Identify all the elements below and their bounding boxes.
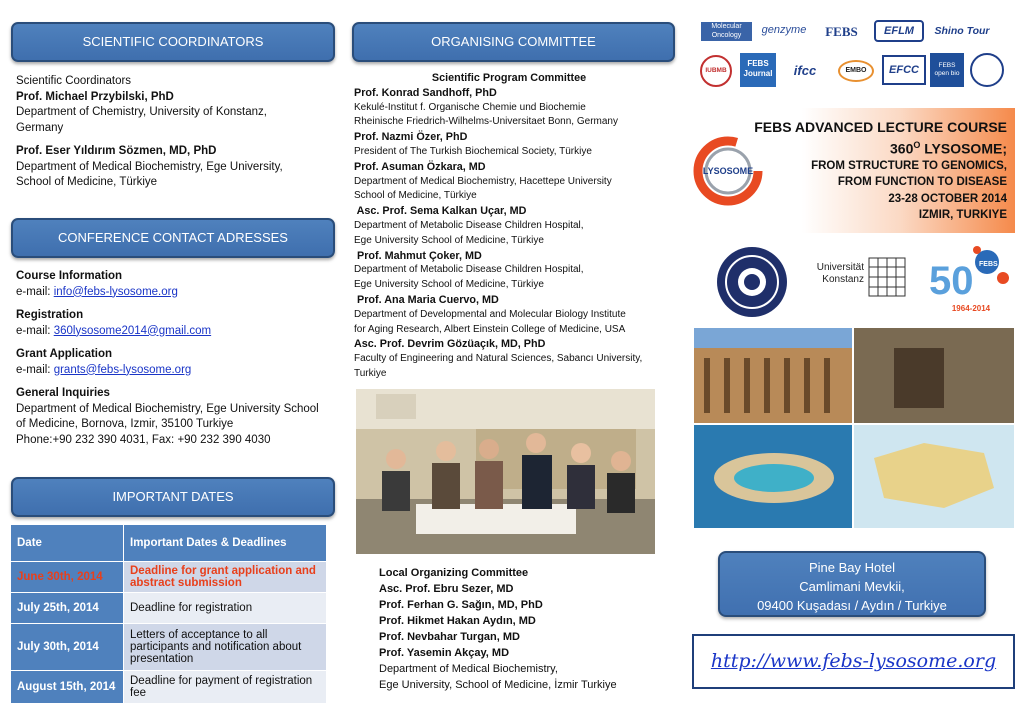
column-header-date: Date [11, 525, 124, 562]
deadline-cell: Deadline for registration [124, 593, 327, 624]
committee-member-name: Prof. Ana Maria Cuervo, MD [354, 293, 499, 306]
course-email-line: e-mail: info@febs-lysosome.org [16, 285, 178, 298]
course-info-label: Course Information [16, 270, 123, 282]
shino-tour-logo: Shino Tour [934, 25, 990, 37]
local-department: Ege University, School of Medicine, İzmir Turkiye [379, 679, 617, 691]
committee-member-affiliation: Department of Medical Biochemistry, Hacettepe University [354, 175, 612, 187]
contacts-block [16, 269, 338, 448]
spc-title: Scientific Program Committee [431, 72, 587, 84]
local-member-name: Prof. Nevbahar Turgan, MD [379, 631, 520, 643]
title-line: $360^O$ LYSOSOME; [890, 140, 1007, 157]
grant-label: Grant Application [16, 348, 113, 360]
committee-member-affiliation: Department of Metabolic Disease Children Hospital, [354, 264, 584, 276]
course-title [754, 118, 1007, 224]
table-header-row [11, 525, 327, 562]
general-phone: Phone:+90 232 390 4031, Fax: +90 232 390 4030 [16, 433, 271, 446]
general-address: Department of Medical Biochemistry, Ege University School [16, 402, 319, 415]
local-department: Department of Medical Biochemistry, [379, 663, 558, 675]
committee-member-name: Prof. Konrad Sandhoff, PhD [354, 86, 497, 99]
committee-member-name: Prof. Asuman Özkara, MD [354, 160, 486, 173]
coordinator-affiliation: Department of Chemistry, University of Konstanz, [16, 106, 267, 118]
venue-box [718, 551, 986, 617]
local-committee-title: Local Organizing Committee [379, 567, 529, 579]
venue-address: Camlimani Mevkii, [799, 579, 905, 594]
committee-member-name: Asc. Prof. Devrim Gözüaçık, MD, PhD [354, 338, 546, 351]
eflm-logo: EFLM [874, 20, 924, 42]
column-header-deadline: Important Dates & Deadlines [124, 525, 327, 562]
coordinator-affiliation: Germany [16, 121, 64, 134]
committee-member-affiliation: for Aging Research, Albert Einstein College of Medicine, USA [354, 323, 626, 335]
date-cell: June 30th, 2014 [11, 562, 124, 593]
izmir-photo-collage [694, 328, 1014, 528]
coordinator-affiliation: School of Medicine, Türkiye [16, 176, 158, 188]
committee-member-affiliation: Ege University School of Medicine, Türkiye [354, 279, 544, 291]
svg-text:FEBS: FEBS [979, 261, 998, 268]
febs-open-bio-logo: FEBS open bio [930, 53, 964, 87]
febs-journal-logo: FEBS Journal [740, 53, 776, 87]
university-seal-icon [970, 53, 1004, 87]
coordinators-intro: Scientific Coordinators [16, 75, 132, 87]
committee-member-affiliation: President of The Turkish Biochemical Society, Türkiye [354, 145, 592, 157]
febs-50-anniversary-logo-icon [927, 244, 1011, 308]
committee-member-affiliation: Department of Metabolic Disease Children Hospital, [354, 219, 584, 231]
committee-member-name: Prof. Nazmi Özer, PhD [354, 131, 468, 144]
course-dates: 23-28 OCTOBER 2014 [888, 192, 1007, 205]
committee-member-name: Asc. Prof. Sema Kalkan Uçar, MD [354, 205, 527, 218]
committee-member-affiliation: School of Medicine, Türkiye [354, 190, 477, 202]
date-cell: August 15th, 2014 [11, 671, 124, 704]
konstanz-grid-icon [868, 257, 906, 297]
scientific-coordinators-header: SCIENTIFIC COORDINATORS [11, 22, 335, 62]
committee-member-affiliation: Turkiye [354, 367, 387, 379]
website-box [692, 634, 1015, 689]
title-line: FROM STRUCTURE TO GENOMICS, [811, 159, 1007, 172]
local-member-name: Prof. Ferhan G. Sağın, MD, PhD [379, 599, 543, 611]
embo-logo: EMBO [838, 60, 874, 82]
committee-member-affiliation: Faculty of Engineering and Natural Sciences, Sabancı University, [354, 353, 643, 365]
local-member-name: Asc. Prof. Ebru Sezer, MD [379, 583, 514, 595]
konstanz-text: Konstanz [822, 274, 864, 285]
efcc-logo: EFCC [882, 55, 926, 85]
lysosome-logo-text: LYSOSOME [702, 166, 754, 176]
organising-committee-header: ORGANISING COMMITTEE [352, 22, 675, 62]
table-row [11, 671, 327, 704]
website-link[interactable]: http://www.febs-lysosome.org [710, 650, 997, 672]
important-dates-table [10, 524, 327, 704]
date-cell: July 25th, 2014 [11, 593, 124, 624]
date-cell: July 30th, 2014 [11, 624, 124, 671]
scientific-program-committee [354, 71, 664, 382]
committee-member-affiliation: Rheinische Friedrich-Wilhelms-Universitaet Bonn, Germany [354, 116, 618, 128]
coordinator-affiliation: Department of Medical Biochemistry, Ege University, [16, 160, 283, 173]
molecular-oncology-logo: Molecular Oncology [701, 22, 752, 41]
ifcc-logo: ifcc [793, 63, 817, 78]
registration-label: Registration [16, 309, 84, 321]
general-inquiries-label: General Inquiries [16, 387, 110, 399]
local-member-name: Prof. Yasemin Akçay, MD [379, 647, 510, 659]
important-dates-header: IMPORTANT DATES [11, 477, 335, 517]
committee-member-affiliation: Department of Developmental and Molecular Biology Institute [354, 308, 626, 320]
deadline-cell: Deadline for payment of registration fee [124, 671, 327, 704]
table-row [11, 593, 327, 624]
coordinator-name: Prof. Eser Yıldırım Sözmen, MD, PhD [16, 145, 217, 157]
committee-member-affiliation: Kekulé-Institut f. Organische Chemie und Biochemie [354, 101, 586, 113]
registration-email-line: e-mail: 360lysosome2014@gmail.com [16, 324, 212, 337]
febs-50-years: 1964-2014 [951, 304, 991, 313]
table-row [11, 562, 327, 593]
ege-university-logo-icon [715, 245, 789, 319]
deadline-cell: Letters of acceptance to all participants and notification about presentation [124, 624, 327, 671]
title-line: FEBS ADVANCED LECTURE COURSE [754, 119, 1007, 135]
course-location: IZMIR, TURKIYE [918, 209, 1007, 222]
coordinators-block [16, 74, 336, 191]
table-row [11, 624, 327, 671]
registration-email-link[interactable]: 360lysosome2014@gmail.com [53, 324, 212, 337]
svg-text:50: 50 [929, 259, 974, 303]
course-title-banner [687, 108, 1015, 233]
committee-member-affiliation: Ege University School of Medicine, Türkiye [354, 234, 544, 246]
grant-email-link[interactable]: grants@febs-lysosome.org [53, 363, 192, 376]
iubmb-logo: IUBMB [700, 55, 732, 87]
grant-email-line: e-mail: grants@febs-lysosome.org [16, 363, 192, 376]
local-organizing-committee [379, 565, 679, 693]
genzyme-logo: genzyme [761, 24, 807, 36]
konstanz-logo [810, 262, 864, 286]
konstanz-text: Universität [816, 262, 864, 273]
course-email-link[interactable]: info@febs-lysosome.org [53, 285, 178, 298]
venue-name: Pine Bay Hotel [809, 560, 895, 575]
local-member-name: Prof. Hikmet Hakan Aydın, MD [379, 615, 536, 627]
venue-address: 09400 Kuşadası / Aydın / Turkiye [757, 598, 947, 613]
committee-member-name: Prof. Mahmut Çoker, MD [354, 249, 482, 262]
febs-letters-logo: FEBS [825, 24, 858, 39]
group-photo [356, 389, 655, 554]
coordinator-name: Prof. Michael Przybilski, PhD [16, 90, 174, 103]
title-line: FROM FUNCTION TO DISEASE [837, 176, 1007, 189]
general-address: of Medicine, Bornova, Izmir, 35100 Turkiye [16, 418, 234, 430]
deadline-cell: Deadline for grant application and abstract submission [124, 562, 327, 593]
contact-addresses-header: CONFERENCE CONTACT ADRESSES [11, 218, 335, 258]
